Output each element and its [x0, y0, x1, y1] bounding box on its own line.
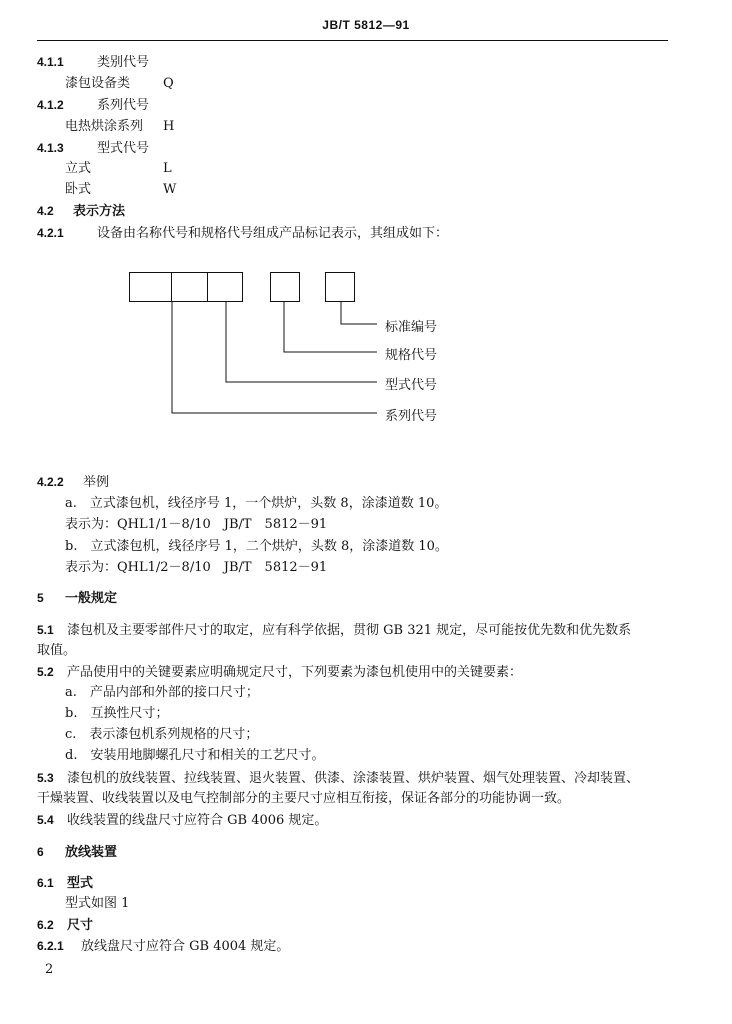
section-5-3-continued: 干燥装置、收线装置以及电气控制部分的主要尺寸应相互衔接，保证各部分的功能协调一致。 — [37, 791, 571, 806]
section-number: 6 — [37, 845, 44, 859]
series-code: H — [163, 119, 175, 134]
example-b: b. 立式漆包机，线径序号 1，二个烘炉，头数 8，涂漆道数 10。 — [65, 539, 448, 554]
label-spec-code: 规格代号 — [385, 348, 438, 363]
section-6-2-1 — [37, 938, 289, 955]
section-6-2-heading — [37, 917, 93, 934]
section-title: 型式代号 — [97, 141, 150, 156]
section-number: 4.1.2 — [37, 98, 64, 112]
type-code-vertical: L — [163, 161, 172, 176]
section-6-heading — [37, 844, 117, 861]
list-item: d. 安装用地脚螺孔尺寸和相关的工艺尺寸。 — [65, 748, 325, 763]
section-number: 5.2 — [37, 665, 54, 679]
section-number: 6.2.1 — [37, 939, 64, 953]
section-5-3 — [37, 770, 639, 787]
type-code-horizontal: W — [163, 182, 177, 197]
section-number: 5.4 — [37, 813, 54, 827]
section-text: 产品使用中的关键要素应明确规定尺寸，下列要素为漆包机使用中的关键要素： — [67, 665, 523, 680]
section-title: 举例 — [83, 475, 110, 490]
example-a: a. 立式漆包机，线径序号 1，一个烘炉，头数 8，涂漆道数 10。 — [65, 496, 448, 511]
section-6-1-text: 型式如图 1 — [65, 896, 130, 911]
section-title: 表示方法 — [73, 204, 126, 219]
list-item: b. 互换性尺寸； — [65, 706, 169, 721]
section-number: 4.1.1 — [37, 55, 64, 69]
section-title: 型式 — [67, 876, 94, 891]
document-code-header: JB/T 5812—91 — [322, 18, 410, 32]
section-number: 6.1 — [37, 876, 54, 890]
section-5-1 — [37, 622, 631, 639]
section-text: 收线装置的线盘尺寸应符合 GB 4006 规定。 — [67, 813, 328, 828]
category-code: Q — [163, 76, 174, 91]
list-item: c. 表示漆包机系列规格的尺寸； — [65, 727, 259, 742]
category-item: 漆包设备类 — [65, 76, 131, 91]
section-title: 尺寸 — [67, 918, 94, 933]
section-number: 4.2.2 — [37, 475, 64, 489]
label-standard-number: 标准编号 — [385, 320, 438, 335]
section-5-2 — [37, 664, 522, 681]
section-title: 一般规定 — [65, 591, 118, 606]
section-title: 系列代号 — [97, 98, 150, 113]
label-series-code: 系列代号 — [385, 409, 438, 424]
section-6-1-heading — [37, 875, 93, 892]
list-item: a. 产品内部和外部的接口尺寸； — [65, 685, 259, 700]
example-b-representation: 表示为：QHL1/2－8/10 JB/T 5812－91 — [65, 560, 328, 575]
section-text: 放线盘尺寸应符合 GB 4004 规定。 — [81, 939, 290, 954]
type-item-horizontal: 卧式 — [65, 182, 92, 197]
section-number: 4.1.3 — [37, 141, 64, 155]
section-number: 5.3 — [37, 771, 54, 785]
section-number: 4.2.1 — [37, 226, 64, 240]
page-number: 2 — [45, 962, 54, 977]
section-title: 类别代号 — [97, 55, 150, 70]
section-number: 5 — [37, 591, 44, 605]
section-title: 放线装置 — [65, 845, 118, 860]
section-5-heading — [37, 590, 117, 607]
section-text: 漆包机及主要零部件尺寸的取定，应有科学依据，贯彻 GB 321 规定，尽可能按优先数和优先数系 — [67, 623, 632, 638]
section-4-2-2-heading — [37, 474, 109, 491]
section-number: 4.2 — [37, 204, 54, 218]
section-number: 5.1 — [37, 623, 54, 637]
type-item-vertical: 立式 — [65, 161, 92, 176]
section-5-1-continued: 取值。 — [37, 643, 77, 658]
section-5-4 — [37, 812, 327, 829]
example-a-representation: 表示为：QHL1/1－8/10 JB/T 5812－91 — [65, 517, 328, 532]
section-text: 设备由名称代号和规格代号组成产品标记表示，其组成如下： — [97, 226, 449, 241]
section-number: 6.2 — [37, 918, 54, 932]
label-type-code: 型式代号 — [385, 378, 438, 393]
section-text: 漆包机的放线装置、拉线装置、退火装置、供漆、涂漆装置、烘炉装置、烟气处理装置、冷却装置、 — [67, 771, 640, 786]
series-item: 电热烘涂系列 — [65, 119, 144, 134]
